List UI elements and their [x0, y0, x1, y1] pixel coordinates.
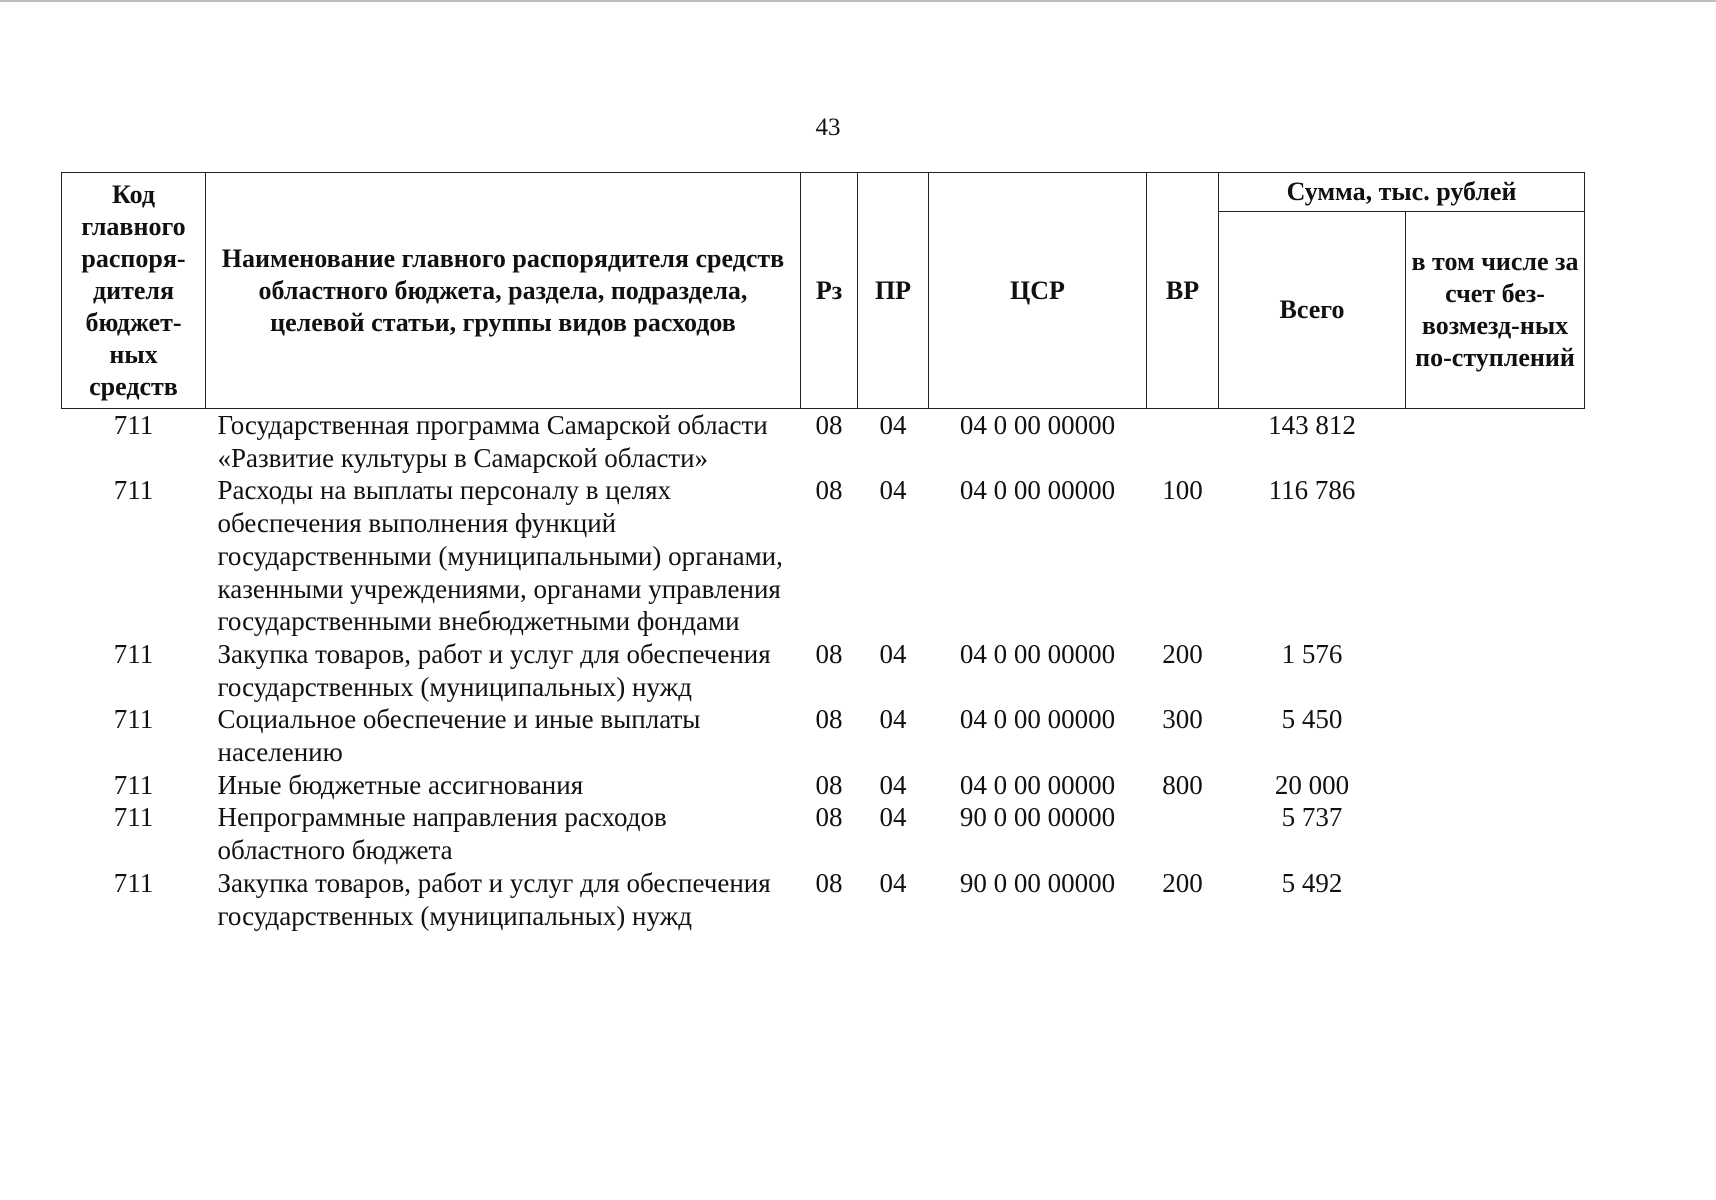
table-row — [62, 409, 1585, 475]
page-number: 43 — [815, 114, 841, 141]
code-cell: 711 — [113, 769, 154, 800]
header-vr: ВР — [1147, 173, 1219, 409]
pr-cell: 04 — [879, 867, 907, 898]
gratuitous-cell — [1406, 409, 1585, 475]
code-cell: 711 — [113, 802, 154, 833]
table-row — [62, 867, 1585, 932]
header-csr: ЦСР — [929, 173, 1147, 409]
pr-cell: 04 — [879, 704, 907, 735]
table-header — [62, 173, 1585, 409]
gratuitous-cell — [1406, 474, 1585, 638]
pr-cell: 04 — [879, 802, 907, 833]
total-cell: 20 000 — [1274, 769, 1350, 800]
total-cell: 143 812 — [1268, 410, 1356, 440]
name-cell: Иные бюджетные ассигнования — [217, 769, 584, 800]
name-cell: Расходы на выплаты персоналу в целях обеспечения выполнения функций государственными (муниципальными) органами, казенными учреждениями, органами управления государственными внебюджетными фондами — [217, 475, 783, 637]
csr-cell: 04 0 00 00000 — [959, 769, 1116, 800]
name-cell: Непрограммные направления расходов областного бюджета — [217, 802, 667, 866]
table-row — [62, 638, 1585, 703]
gratuitous-cell — [1406, 867, 1585, 932]
vr-cell: 200 — [1162, 867, 1203, 898]
total-cell: 5 450 — [1281, 704, 1343, 735]
total-cell: 5 737 — [1281, 802, 1343, 833]
header-rz: Рз — [801, 173, 858, 409]
gratuitous-cell — [1406, 638, 1585, 703]
csr-cell: 90 0 00 00000 — [959, 867, 1116, 898]
rz-cell: 08 — [815, 638, 843, 669]
header-name: Наименование главного распорядителя средств областного бюджета, раздела, подраздела, целевой статьи, группы видов расходов — [206, 173, 801, 409]
gratuitous-cell — [1406, 769, 1585, 802]
rz-cell: 08 — [815, 475, 843, 506]
header-total: Всего — [1219, 212, 1406, 409]
vr-cell: 100 — [1162, 475, 1203, 506]
header-code: Код главного распоря-дителя бюджет-ных средств — [62, 173, 206, 409]
gratuitous-cell — [1406, 703, 1585, 768]
rz-cell: 08 — [815, 867, 843, 898]
code-cell: 711 — [113, 475, 154, 506]
vr-cell: 800 — [1162, 769, 1203, 800]
pr-cell: 04 — [879, 475, 907, 506]
name-cell: Закупка товаров, работ и услуг для обеспечения государственных (муниципальных) нужд — [217, 638, 771, 702]
code-cell: 711 — [113, 410, 154, 440]
vr-cell: 300 — [1162, 704, 1203, 735]
table-row — [62, 703, 1585, 768]
rz-cell: 08 — [815, 802, 843, 833]
csr-cell: 90 0 00 00000 — [959, 802, 1116, 833]
name-cell: Государственная программа Самарской области «Развитие культуры в Самарской области» — [217, 410, 768, 473]
total-cell: 116 786 — [1268, 475, 1356, 506]
code-cell: 711 — [113, 867, 154, 898]
code-cell: 711 — [113, 704, 154, 735]
table-row — [62, 769, 1585, 802]
table-body — [62, 409, 1585, 933]
table-row — [62, 801, 1585, 866]
page-top-border — [0, 0, 1716, 2]
code-cell: 711 — [113, 638, 154, 669]
rz-cell: 08 — [815, 704, 843, 735]
pr-cell: 04 — [879, 410, 907, 440]
budget-table — [61, 172, 1585, 932]
vr-cell: 200 — [1162, 638, 1203, 669]
gratuitous-cell — [1406, 801, 1585, 866]
total-cell: 5 492 — [1281, 867, 1343, 898]
pr-cell: 04 — [879, 638, 907, 669]
csr-cell: 04 0 00 00000 — [959, 475, 1116, 506]
csr-cell: 04 0 00 00000 — [959, 704, 1116, 735]
name-cell: Социальное обеспечение и иные выплаты населению — [217, 704, 701, 768]
vr-cell — [1147, 409, 1219, 475]
header-gratuitous: в том числе за счет без-возмезд-ных по-ступлений — [1406, 212, 1585, 409]
vr-cell — [1147, 801, 1219, 866]
csr-cell: 04 0 00 00000 — [959, 638, 1116, 669]
header-pr: ПР — [858, 173, 929, 409]
total-cell: 1 576 — [1281, 638, 1343, 669]
table-row — [62, 474, 1585, 638]
header-sum-group: Сумма, тыс. рублей — [1219, 173, 1585, 212]
name-cell: Закупка товаров, работ и услуг для обеспечения государственных (муниципальных) нужд — [217, 867, 771, 931]
rz-cell: 08 — [815, 769, 843, 800]
pr-cell: 04 — [879, 769, 907, 800]
rz-cell: 08 — [815, 410, 843, 440]
csr-cell: 04 0 00 00000 — [959, 410, 1116, 440]
